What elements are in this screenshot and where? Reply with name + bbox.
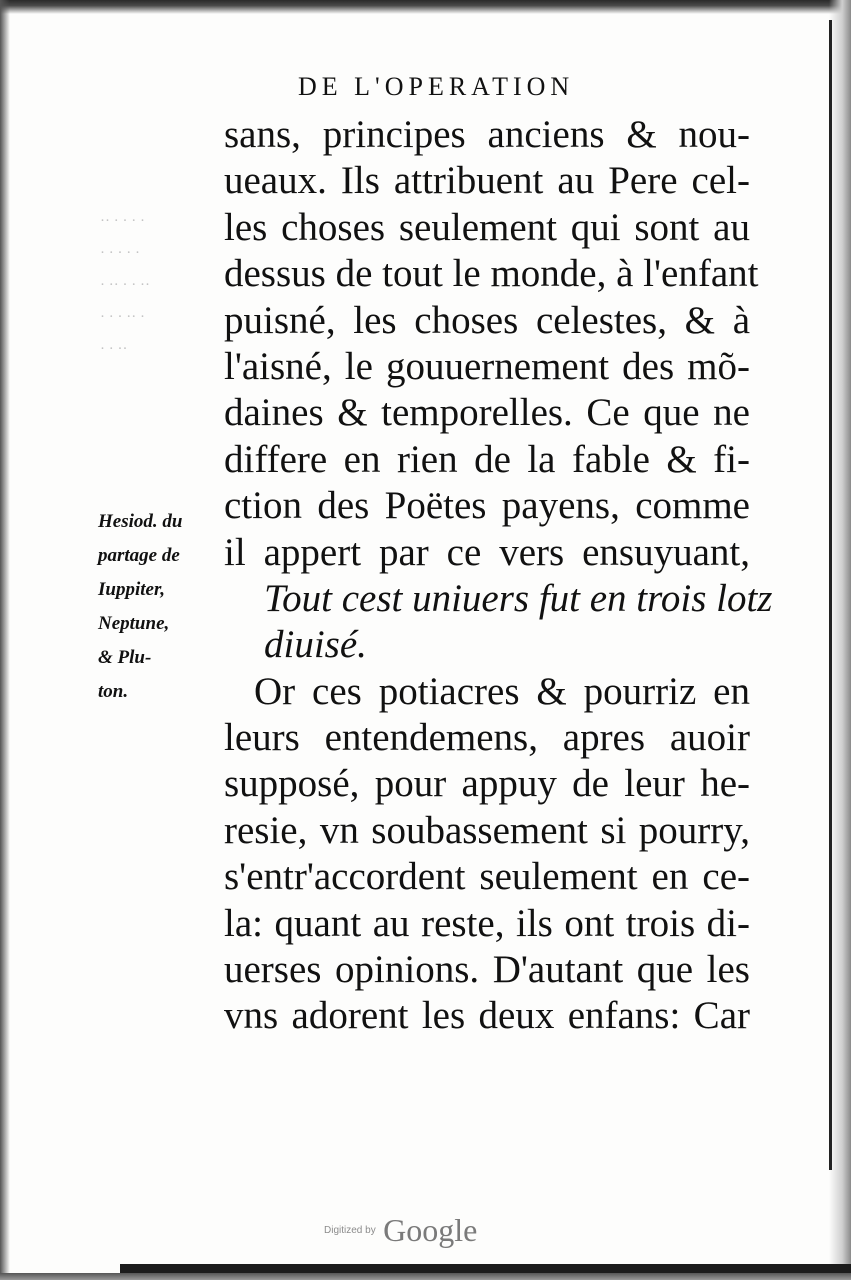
body-line: Or ces potiacres & pourriz en — [254, 669, 750, 713]
body-line: dessus de tout le monde, à l'enfant — [224, 252, 759, 296]
watermark-brand: Google — [383, 1212, 478, 1248]
running-head: DE L'OPERATION — [298, 72, 575, 101]
scan-edge-top — [0, 0, 851, 14]
body-line: vns adorent les deux enfans: Car — [224, 994, 750, 1038]
marginal-note-line: Iuppiter, — [98, 579, 166, 600]
verse-line: Tout cest uniuers fut en trois lotz — [264, 576, 773, 620]
marginal-note-line: partage de — [98, 545, 180, 566]
body-text — [224, 112, 773, 1040]
body-line: leurs entendemens, apres auoir — [224, 716, 750, 760]
body-line: il appert par ce vers ensuyuant, — [224, 530, 750, 574]
scan-edge-bottom — [120, 1264, 851, 1273]
watermark-prefix: Digitized by — [324, 1225, 376, 1236]
body-line: daines & temporelles. Ce que ne — [224, 391, 750, 435]
body-line: les choses seulement qui sont au — [224, 205, 750, 249]
scan-edge-bottom-shadow — [0, 1273, 851, 1280]
marginal-note — [98, 505, 214, 709]
body-line: sans, principes anciens & nou- — [224, 113, 750, 156]
body-line: ction des Poëtes payens, comme — [224, 484, 750, 528]
digitized-watermark — [324, 1212, 477, 1249]
bleed-through-text: ·· · · · · · · · · · · ·· · · ·· · · · ·· · · · ·· — [100, 213, 150, 357]
verse-line: diuisé. — [264, 623, 367, 667]
marginal-note-line: & Plu- — [98, 647, 152, 668]
body-line: la: quant au reste, ils ont trois di- — [224, 901, 750, 945]
page-edge-rule — [829, 20, 832, 1170]
scan-edge-left — [0, 0, 10, 1280]
marginal-note-line: ton. — [98, 681, 129, 702]
body-line: differe en rien de la fable & fi- — [224, 437, 750, 481]
scan-edge-right — [829, 0, 851, 1280]
body-line: supposé, pour appuy de leur he- — [224, 762, 750, 806]
body-line: ueaux. Ils attribuent au Pere cel- — [224, 159, 750, 203]
body-line: puisné, les choses celestes, & à — [224, 298, 750, 342]
marginal-note-line: Hesiod. du — [98, 511, 183, 532]
body-line: s'entr'accordent seulement en ce- — [224, 855, 750, 899]
body-line: resie, vn soubassement si pourry, — [224, 808, 750, 852]
marginal-note-line: Neptune, — [98, 613, 170, 634]
body-line: l'aisné, le gouuernement des mõ- — [224, 344, 750, 388]
body-line: uerses opinions. D'autant que les — [224, 948, 750, 992]
